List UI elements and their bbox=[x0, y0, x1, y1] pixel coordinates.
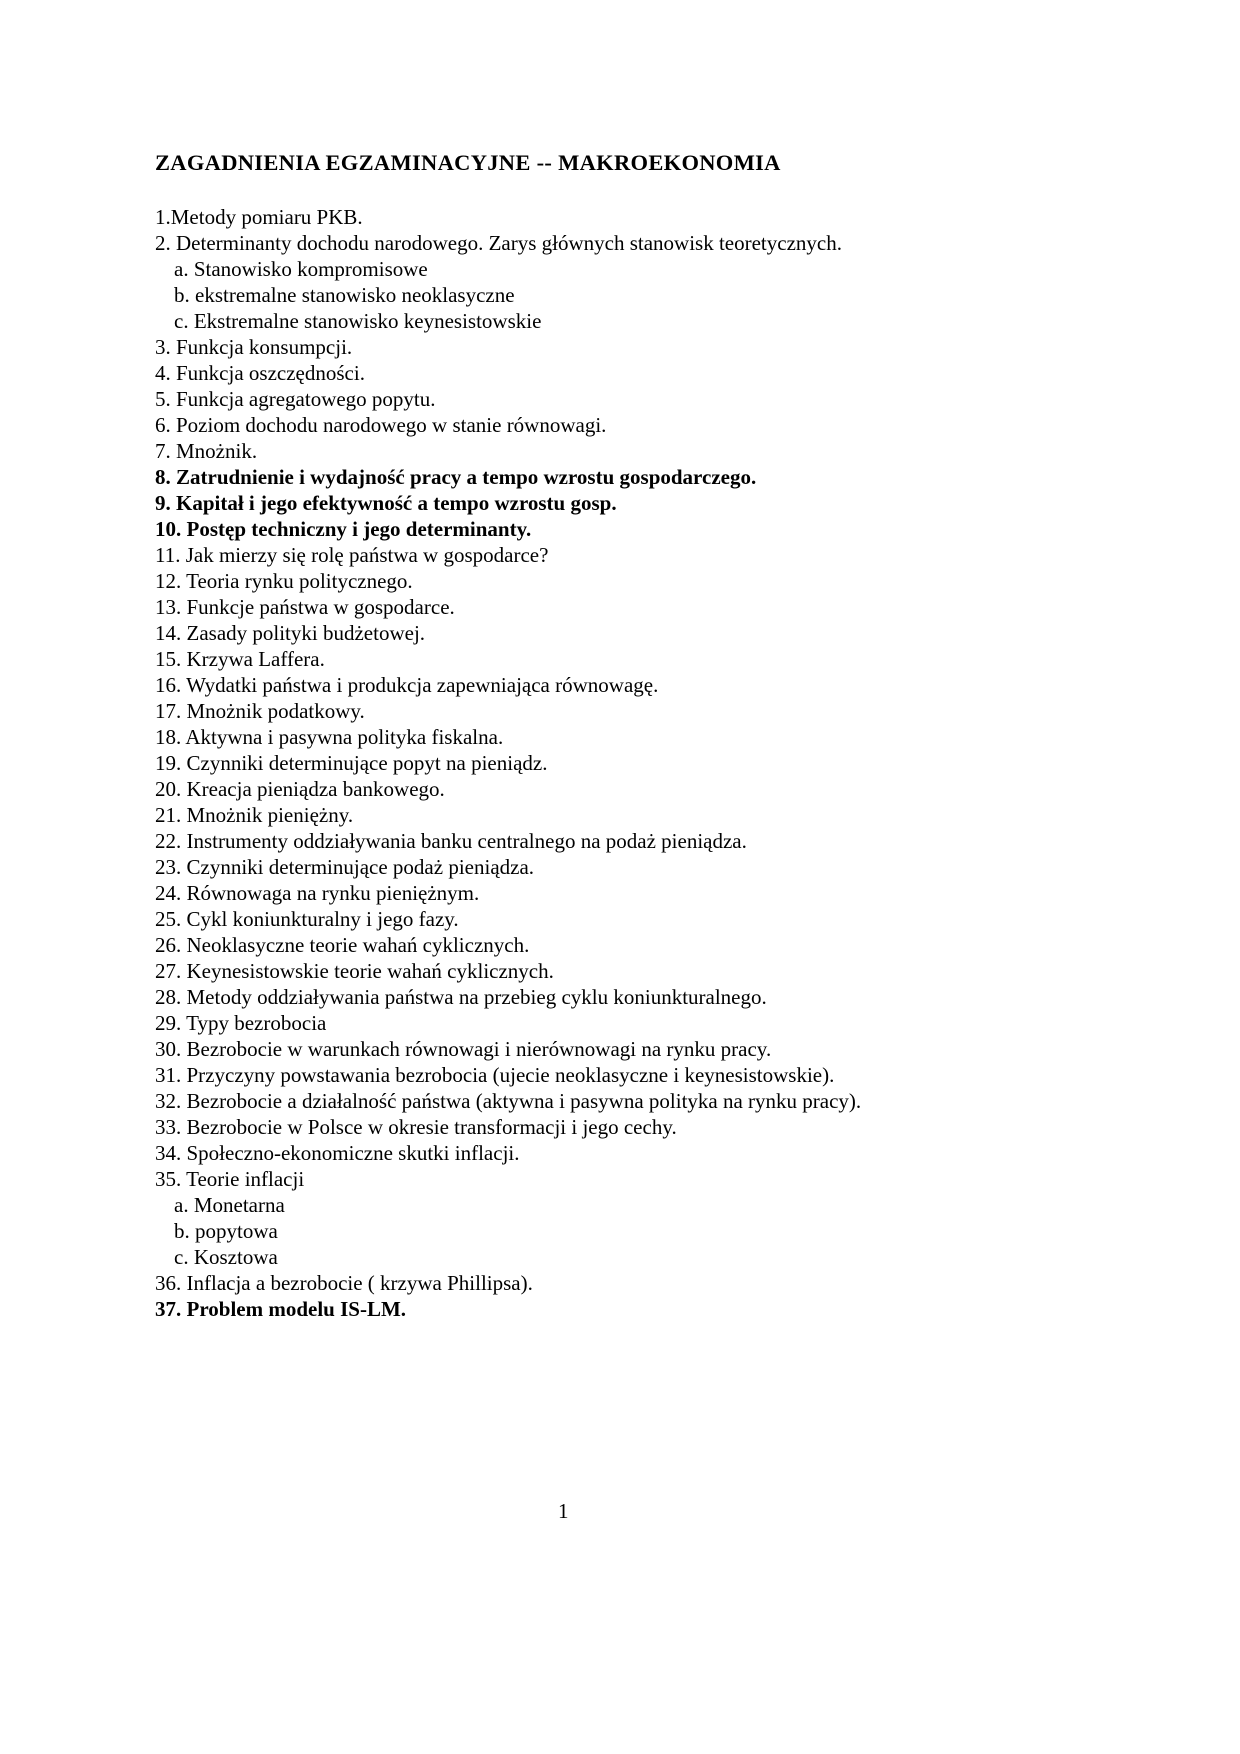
list-item: 29. Typy bezrobocia bbox=[155, 1011, 327, 1035]
page-number: 1 bbox=[558, 1499, 569, 1523]
list-item: 11. Jak mierzy się rolę państwa w gospodarce? bbox=[155, 543, 549, 567]
list-item: a. Stanowisko kompromisowe bbox=[174, 257, 428, 281]
list-item: 8. Zatrudnienie i wydajność pracy a tempo wzrostu gospodarczego. bbox=[155, 465, 757, 489]
list-item: 14. Zasady polityki budżetowej. bbox=[155, 621, 426, 645]
list-item: 18. Aktywna i pasywna polityka fiskalna. bbox=[155, 725, 504, 749]
list-item: 3. Funkcja konsumpcji. bbox=[155, 335, 353, 359]
list-item: a. Monetarna bbox=[174, 1193, 285, 1217]
topic-list bbox=[155, 204, 1125, 1322]
list-item: 17. Mnożnik podatkowy. bbox=[155, 699, 365, 723]
list-item: 20. Kreacja pieniądza bankowego. bbox=[155, 777, 445, 801]
list-item: 4. Funkcja oszczędności. bbox=[155, 361, 365, 385]
list-item: 22. Instrumenty oddziaływania banku centralnego na podaż pieniądza. bbox=[155, 829, 747, 853]
list-item: 31. Przyczyny powstawania bezrobocia (ujecie neoklasyczne i keynesistowskie). bbox=[155, 1063, 835, 1087]
list-item: 27. Keynesistowskie teorie wahań cyklicznych. bbox=[155, 959, 554, 983]
list-item: b. ekstremalne stanowisko neoklasyczne bbox=[174, 283, 515, 307]
list-item: 24. Równowaga na rynku pieniężnym. bbox=[155, 881, 480, 905]
list-item: 5. Funkcja agregatowego popytu. bbox=[155, 387, 436, 411]
list-item: 26. Neoklasyczne teorie wahań cyklicznych. bbox=[155, 933, 530, 957]
list-item: 32. Bezrobocie a działalność państwa (aktywna i pasywna polityka na rynku pracy). bbox=[155, 1089, 862, 1113]
list-item: 37. Problem modelu IS-LM. bbox=[155, 1297, 407, 1321]
list-item: 33. Bezrobocie w Polsce w okresie transformacji i jego cechy. bbox=[155, 1115, 677, 1139]
list-item: 7. Mnożnik. bbox=[155, 439, 258, 463]
list-item: b. popytowa bbox=[174, 1219, 278, 1243]
list-item: 15. Krzywa Laffera. bbox=[155, 647, 325, 671]
list-item: 2. Determinanty dochodu narodowego. Zarys głównych stanowisk teoretycznych. bbox=[155, 231, 842, 255]
list-item: 28. Metody oddziaływania państwa na przebieg cyklu koniunkturalnego. bbox=[155, 985, 767, 1009]
list-item: 1.Metody pomiaru PKB. bbox=[155, 205, 363, 229]
list-item: 35. Teorie inflacji bbox=[155, 1167, 305, 1191]
list-item: 36. Inflacja a bezrobocie ( krzywa Phillipsa). bbox=[155, 1271, 533, 1295]
list-item: 21. Mnożnik pieniężny. bbox=[155, 803, 354, 827]
list-item: 9. Kapitał i jego efektywność a tempo wzrostu gosp. bbox=[155, 491, 617, 515]
list-item: 13. Funkcje państwa w gospodarce. bbox=[155, 595, 455, 619]
list-item: 6. Poziom dochodu narodowego w stanie równowagi. bbox=[155, 413, 607, 437]
document-page bbox=[155, 150, 1125, 1322]
list-item: 12. Teoria rynku politycznego. bbox=[155, 569, 413, 593]
document-title: ZAGADNIENIA EGZAMINACYJNE -- MAKROEKONOMIA bbox=[155, 150, 781, 175]
list-item: 23. Czynniki determinujące podaż pieniądza. bbox=[155, 855, 535, 879]
list-item: 30. Bezrobocie w warunkach równowagi i nierównowagi na rynku pracy. bbox=[155, 1037, 772, 1061]
list-item: 16. Wydatki państwa i produkcja zapewniająca równowagę. bbox=[155, 673, 659, 697]
list-item: c. Ekstremalne stanowisko keynesistowskie bbox=[174, 309, 542, 333]
list-item: 19. Czynniki determinujące popyt na pieniądz. bbox=[155, 751, 548, 775]
list-item: 10. Postęp techniczny i jego determinanty. bbox=[155, 517, 532, 541]
list-item: c. Kosztowa bbox=[174, 1245, 278, 1269]
list-item: 25. Cykl koniunkturalny i jego fazy. bbox=[155, 907, 459, 931]
list-item: 34. Społeczno-ekonomiczne skutki inflacji. bbox=[155, 1141, 520, 1165]
